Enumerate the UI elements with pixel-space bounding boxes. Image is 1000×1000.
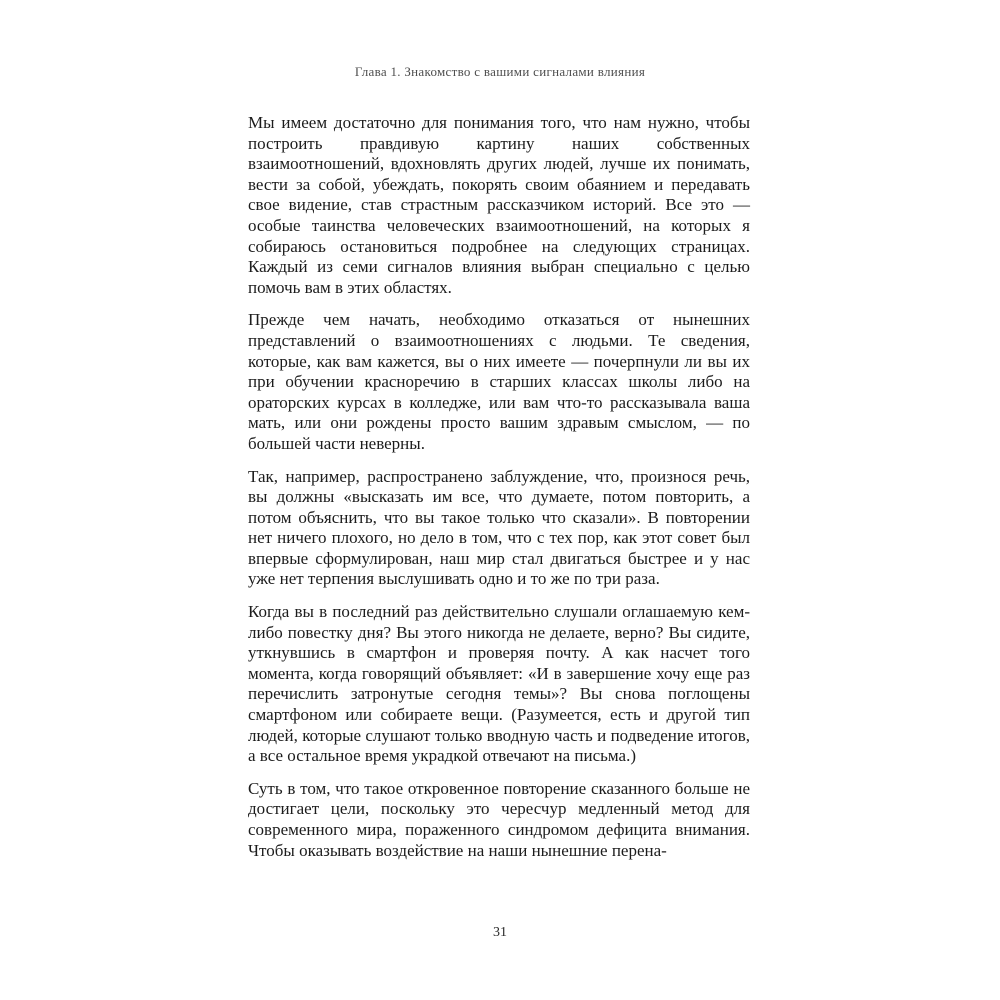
paragraph-4: Когда вы в последний раз действительно слушали оглашаемую кем-либо повестку дня? Вы этого никогда не делаете, верно? Вы сидите, уткнувшись в смартфон и проверяя почту. А как насчет того момента, когда говорящий объявляет: «И в завершение хочу еще раз перечислить затронутые сегодня темы»? Вы снова поглощены смартфоном или собираете вещи. (Разумеется, есть и другой тип людей, которые слушают только вводную часть и подведение итогов, а все остальное время украдкой отвечают на письма.) [248,602,750,766]
body-text-block [248,113,750,861]
running-header: Глава 1. Знакомство с вашими сигналами влияния [354,64,646,79]
paragraph-5: Суть в том, что такое откровенное повторение сказанного больше не достигает цели, поскольку это чересчур медленный метод для современного мира, пораженного синдромом дефицита внимания. Чтобы оказывать воздействие на наши нынешние перена- [248,778,750,860]
paragraph-3: Так, например, распространено заблуждение, что, произнося речь, вы должны «высказать им все, что думаете, потом повторить, а потом объяснить, что вы такое только что сказали». В повторении нет ничего плохого, но дело в том, что с тех пор, как этот совет был впервые сформулирован, наш мир стал двигаться быстрее и у нас уже нет терпения выслушивать одно и то же по три раза. [248,466,750,589]
paragraph-1: Мы имеем достаточно для понимания того, что нам нужно, чтобы построить правдивую картину наших собственных взаимоотношений, вдохновлять других людей, лучше их понимать, вести за собой, убеждать, покорять своим обаянием и передавать свое видение, став страстным рассказчиком историй. Все это — особые таинства человеческих взаимоотношений, на которых я собираюсь остановиться подробнее на следующих страницах. Каждый из семи сигналов влияния выбран специально с целью помочь вам в этих областях. [248,113,750,297]
page-number: 31 [493,925,507,940]
paragraph-2: Прежде чем начать, необходимо отказаться от нынешних представлений о взаимоотношениях с людьми. Те сведения, которые, как вам кажется, вы о них имеете — почерпнули ли вы их при обучении красноречию в старших классах школы либо на ораторских курсах в колледже, или вам что-то рассказывала ваша мать, или они рождены просто вашим здравым смыслом, — по большей части неверны. [248,310,750,453]
